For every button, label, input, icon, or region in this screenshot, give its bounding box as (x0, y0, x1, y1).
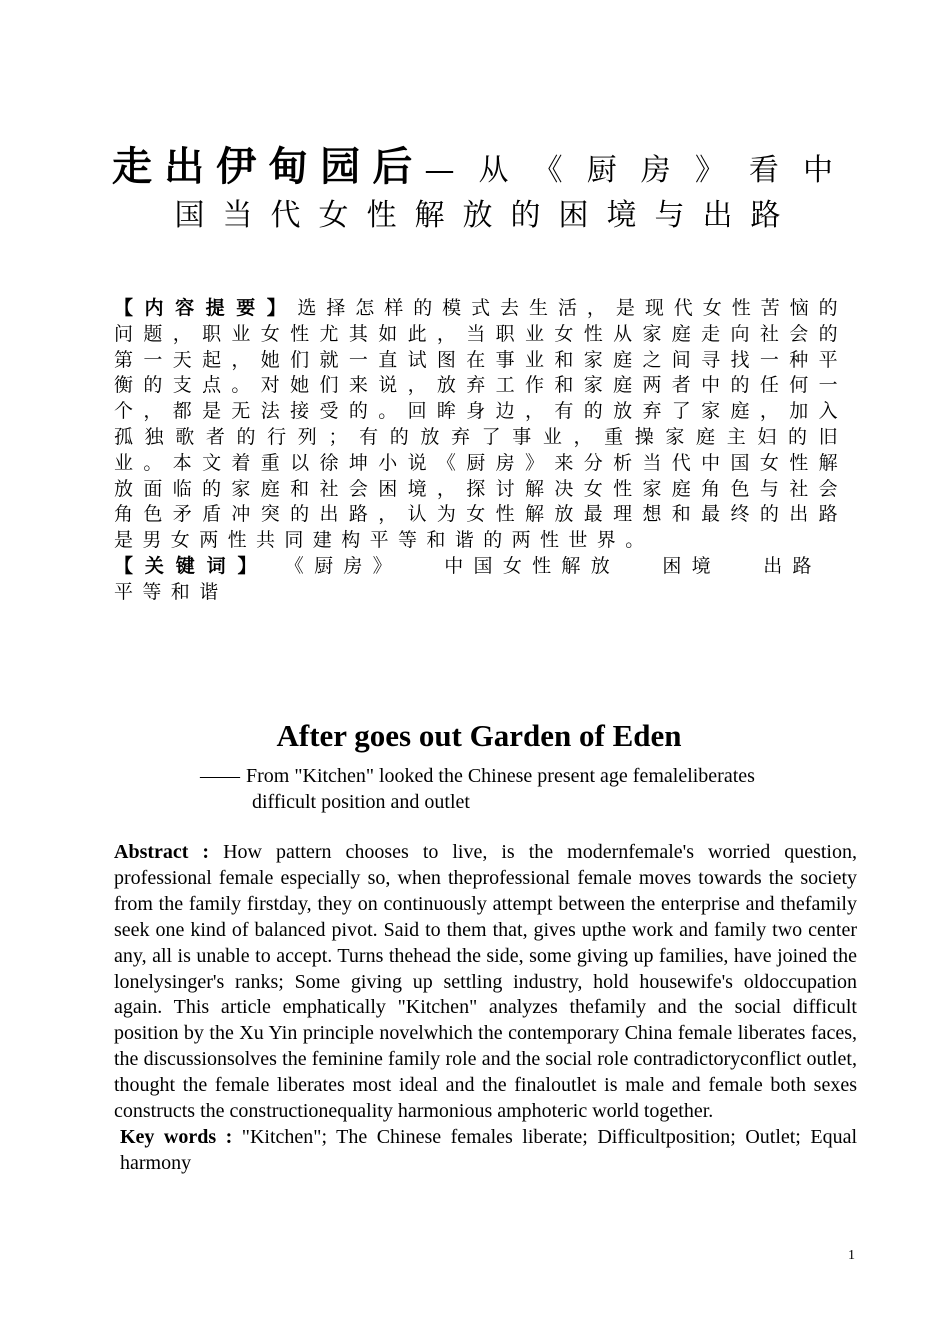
chinese-keyword: 困境 (662, 554, 721, 577)
english-subtitle-line2: difficult position and outlet (252, 791, 470, 813)
chinese-abstract-label: 【内容提要】 (114, 297, 298, 319)
english-abstract (114, 840, 857, 1177)
english-keywords (114, 1125, 857, 1177)
english-title (0, 716, 950, 756)
english-abstract-label: Abstract : (114, 841, 210, 863)
chinese-subtitle-part2: 国当代女性解放的困境与出路 (174, 198, 799, 233)
chinese-title-line1 (112, 140, 847, 194)
english-abstract-text: How pattern chooses to live, is the modernfemale's worried question, professional female especially so, when theprofessional female moves towards the society from the family firstday, they on continuously attempt between the enterprise and thefamily seek one kind of balanced pivot. Said to them that, gives upthe work and family two center any, all is unable to accept. Turns thehead the side, some giving up families, have joined the lonelysinger's ranks; Some giving up settling industry, hold housewife's oldoccupation again. This article emphatically "Kitchen" analyzes thefamily and the social difficult position by the Xu Yin principle novelwhich the contemporary China female liberates faces, the discussionsolves the feminine family role and the social role contradictoryconflict outlet, thought the female liberates most ideal and the finaloutlet is male and female both sexes constructs the constructionequality harmonious amphoteric world together. (114, 841, 857, 1123)
english-abstract-paragraph (114, 840, 857, 1125)
page-number: 1 (848, 1248, 855, 1263)
chinese-keywords-label: 【关键词】 (114, 554, 269, 577)
chinese-keywords (114, 554, 847, 606)
chinese-subtitle-part1: 从《厨房》看中 (468, 153, 848, 188)
chinese-abstract-text: 选择怎样的模式去生活，是现代女性苦恼的问题，职业女性尤其如此，当职业女性从家庭走向社会的第一天起，她们就一直试图在事业和家庭之间寻找一种平衡的支点。对她们来说，放弃工作和家庭两者中的任何一个，都是无法接受的。回眸身边，有的放弃了家庭，加入孤独歌者的行列；有的放弃了事业，重操家庭主妇的旧业。本文着重以徐坤小说《厨房》来分析当代中国女性解放面临的家庭和社会困境，探讨解决女性家庭角色与社会角色矛盾冲突的出路，认为女性解放最理想和最终的出路是男女两性共同建构平等和谐的两性世界。 (114, 297, 847, 552)
chinese-title (112, 140, 847, 238)
english-subtitle (200, 763, 857, 815)
chinese-keyword: 中国女性解放 (444, 554, 620, 577)
chinese-main-title: 走出伊甸园后 (112, 144, 425, 190)
english-keywords-text: "Kitchen"; The Chinese females liberate; Difficultposition; Outlet; Equal harmony (120, 1125, 858, 1174)
english-title-text: After goes out Garden of Eden (276, 718, 682, 753)
english-keywords-label: Key words : (120, 1125, 233, 1148)
chinese-abstract-paragraph (114, 296, 847, 554)
chinese-title-dash: — (424, 153, 469, 188)
chinese-keyword: 《厨房》 (284, 554, 402, 577)
english-subtitle-line1: From "Kitchen" looked the Chinese present age femaleliberates (246, 765, 755, 787)
chinese-abstract (114, 296, 847, 606)
english-subtitle-dash: —— (200, 765, 240, 787)
chinese-keyword: 出路 (763, 554, 821, 577)
chinese-keyword: 平等和谐 (114, 580, 228, 603)
